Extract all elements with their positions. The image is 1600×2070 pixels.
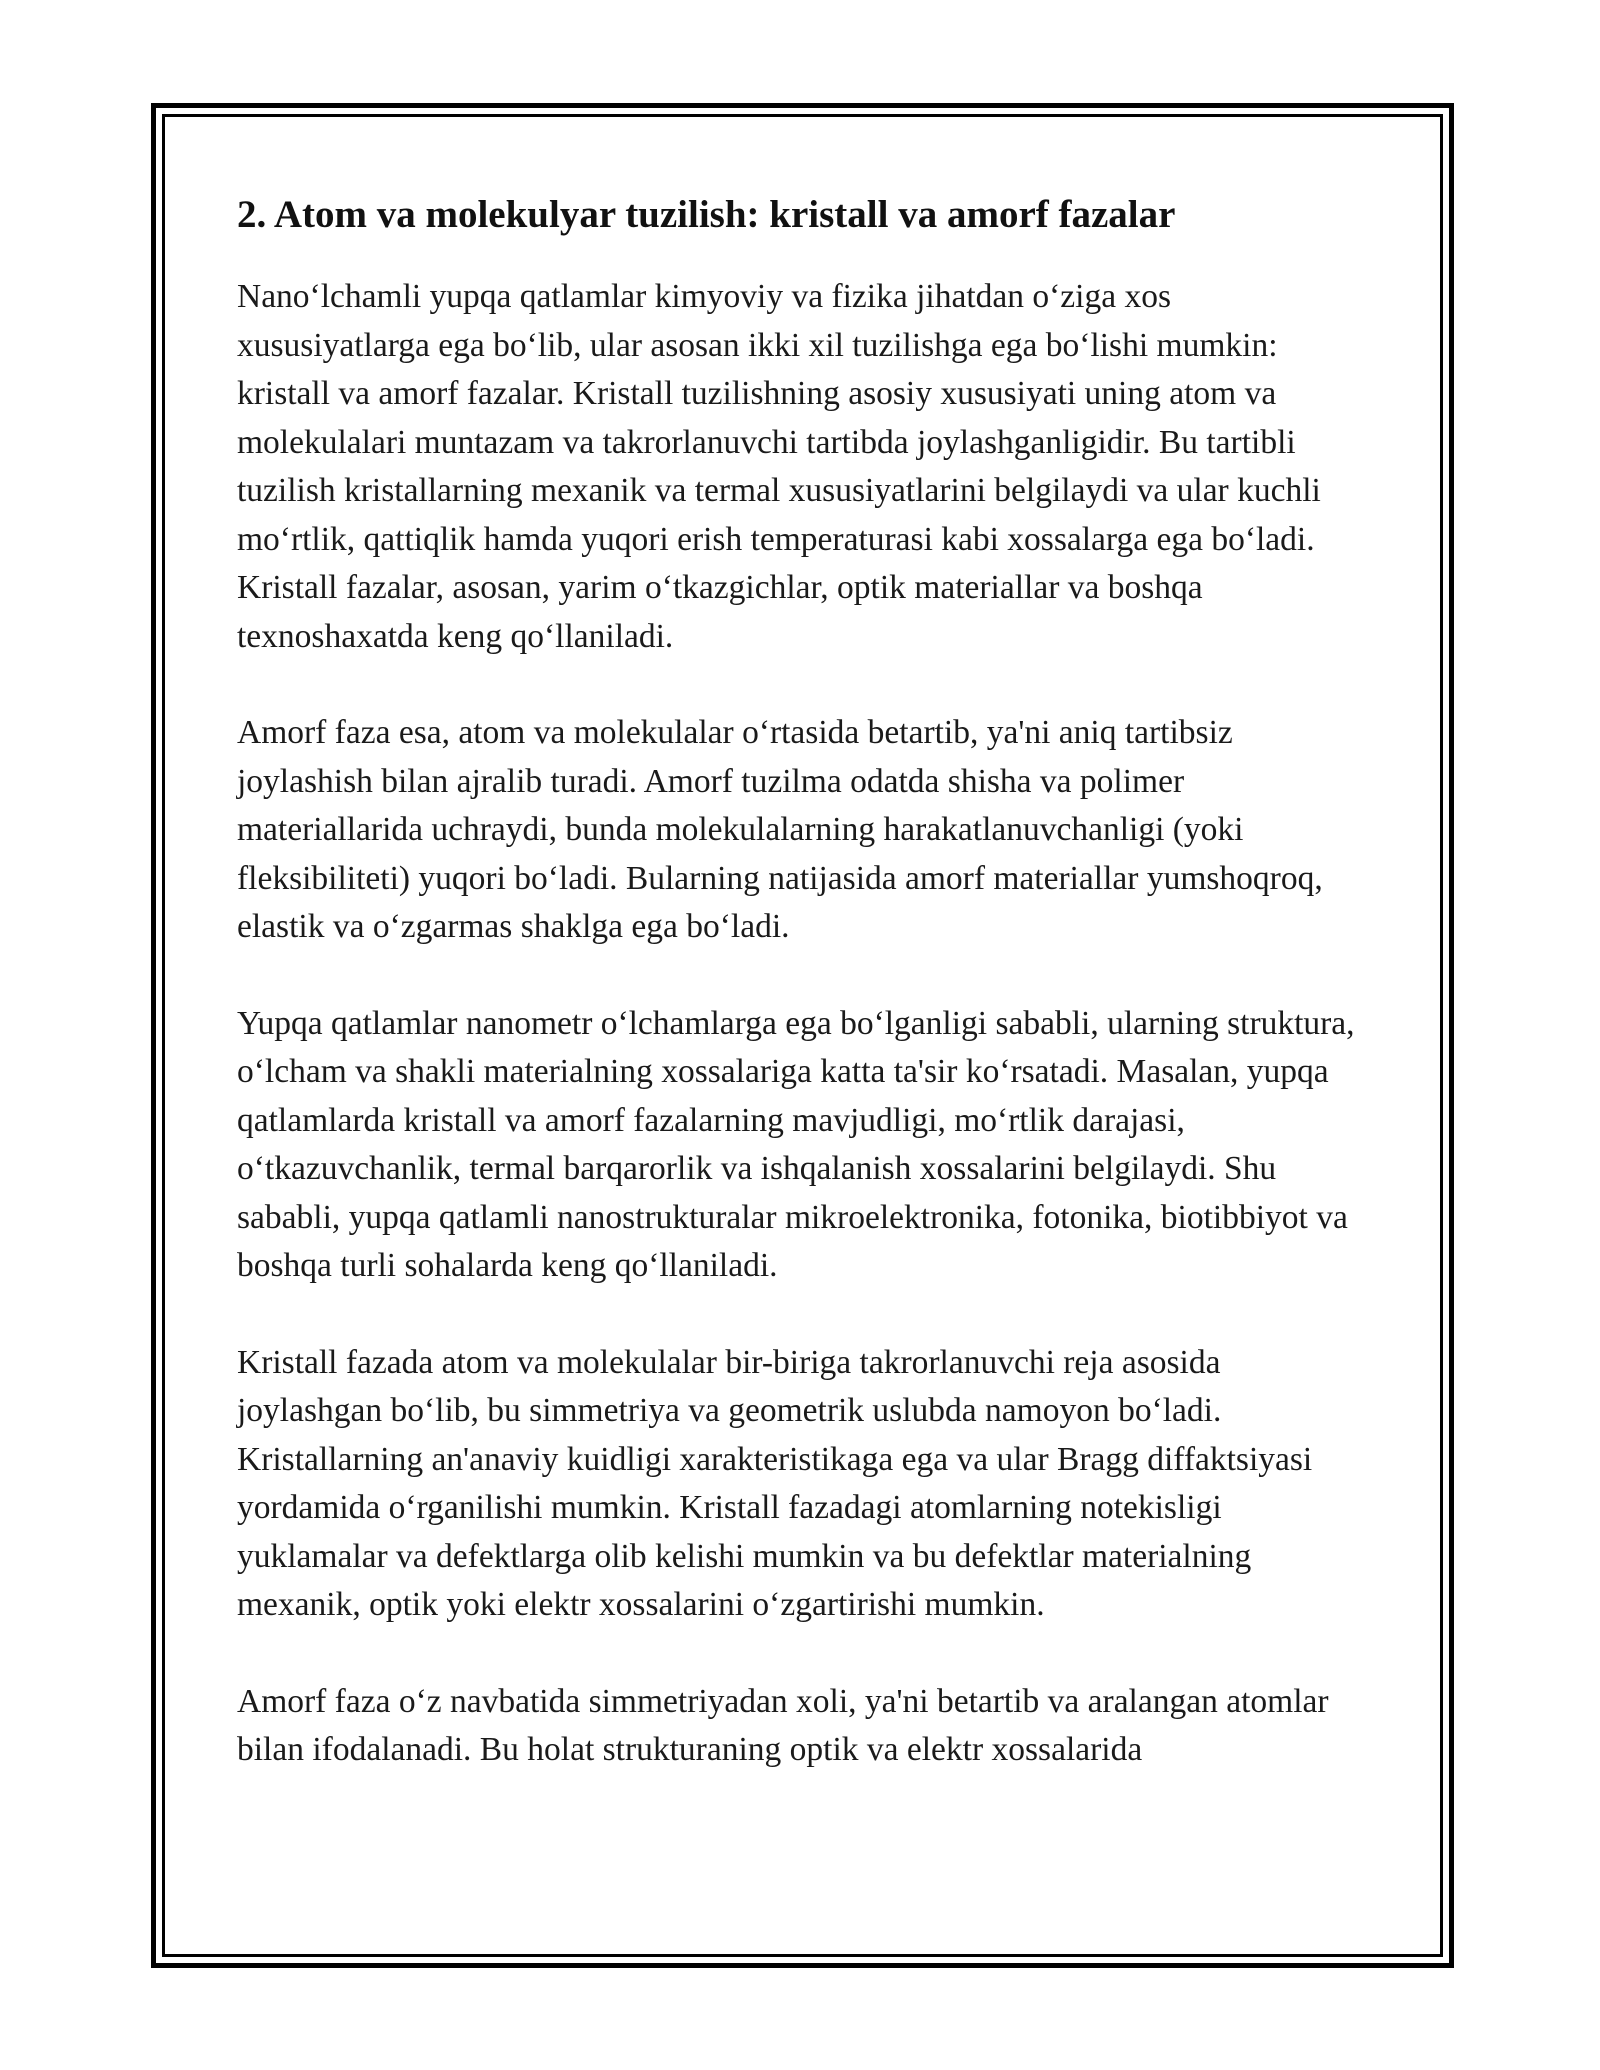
paragraph-crystal-intro: Nano‘lchamli yupqa qatlamlar kimyoviy va fizika jihatdan o‘ziga xos xususiyatlarga ega bo‘lib, ular asosan ikki xil tuzilishga ega bo‘lishi mumkin: kristall va amorf fazalar. Kristall tuzilishning asosiy xususiyati uning atom va molekulalari muntazam va takrorlanuvchi tartibda joylashganligidir. Bu tartibli tuzilish kristallarning mexanik va termal xususiyatlarini belgilaydi va ular kuchli mo‘rtlik, qattiqlik hamda yuqori erish temperaturasi kabi xossalarga ega bo‘ladi. Kristall fazalar, asosan, yarim o‘tkazgichlar, optik materiallar va boshqa texnoshaxatda keng qo‘llaniladi. [237,278,1321,655]
paragraph-amorphous-phase: Amorf faza esa, atom va molekulalar o‘rtasida betartib, ya'ni aniq tartibsiz joylashish bilan ajralib turadi. Amorf tuzilma odatda shisha va polimer materiallarida uchraydi, bunda molekulalarning harakatlanuvchanligi (yoki fleksibiliteti) yuqori bo‘ladi. Bularning natijasida amorf materiallar yumshoqroq, elastik va o‘zgarmas shaklga ega bo‘ladi. [237,714,1323,945]
document-body [237,185,1367,1823]
paragraph-amorphous-symmetry: Amorf faza o‘z navbatida simmetriyadan xoli, ya'ni betartib va aralangan atomlar bilan ifodalanadi. Bu holat strukturaning optik va elektr xossalarida [237,1682,1329,1768]
paragraph-crystal-phase: Kristall fazada atom va molekulalar bir-biriga takrorlanuvchi reja asosida joylashgan bo‘lib, bu simmetriya va geometrik uslubda namoyon bo‘ladi. Kristallarning an'anaviy kuidligi xarakteristikaga ega va ular Bragg diffaktsiyasi yordamida o‘rganilishi mumkin. Kristall fazadagi atomlarning notekisligi yuklamalar va defektlarga olib kelishi mumkin va bu defektlar materialning mexanik, optik yoki elektr xossalarini o‘zgartirishi mumkin. [237,1343,1313,1623]
section-title: 2. Atom va molekulyar tuzilish: kristall va amorf fazalar [237,193,1176,236]
paragraph-thin-films: Yupqa qatlamlar nanometr o‘lchamlarga ega bo‘lganligi sababli, ularning struktura, o‘lcham va shakli materialning xossalariga katta ta'sir ko‘rsatadi. Masalan, yupqa qatlamlarda kristall va amorf fazalarning mavjudligi, mo‘rtlik darajasi, o‘tkazuvchanlik, termal barqarorlik va ishqalanish xossalarini belgilaydi. Shu sababli, yupqa qatlamli nanostrukturalar mikroelektronika, fotonika, biotibbiyot va boshqa turli sohalarda keng qo‘llaniladi. [237,1004,1355,1284]
